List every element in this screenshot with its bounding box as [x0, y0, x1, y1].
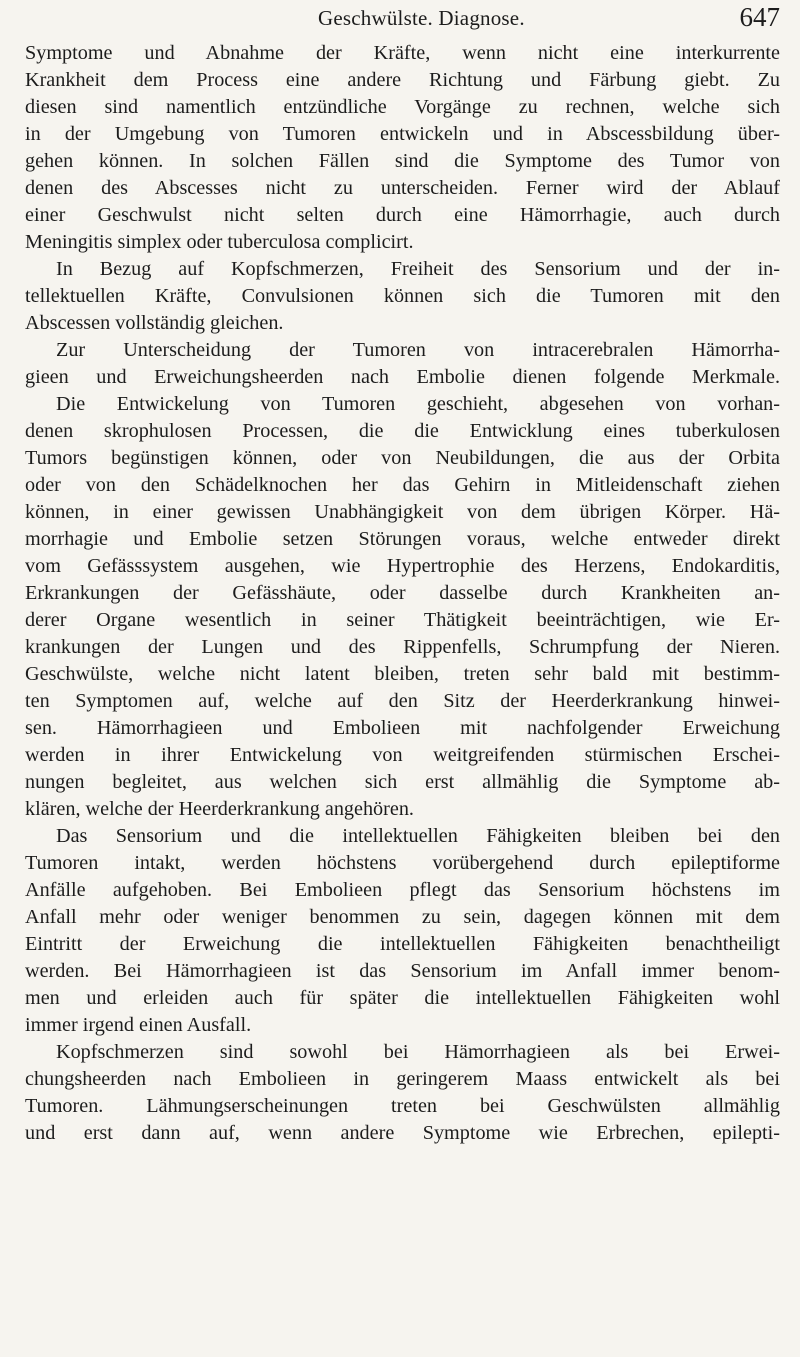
text-line: vom Gefässsystem ausgehen, wie Hypertrophie des Herzens, Endokarditis, [25, 555, 780, 577]
text-line: morrhagie und Embolie setzen Störungen voraus, welche entweder direkt [25, 528, 780, 550]
page-header [0, 2, 800, 36]
text-line: Erkrankungen der Gefässhäute, oder dasselbe durch Krankheiten an- [25, 582, 780, 604]
text-line: denen skrophulosen Processen, die die Entwicklung eines tuberkulosen [25, 420, 780, 442]
text-line: Krankheit dem Process eine andere Richtung und Färbung giebt. Zu [25, 69, 780, 91]
text-line: Kopfschmerzen sind sowohl bei Hämorrhagieen als bei Erwei- [56, 1041, 780, 1063]
text-line: oder von den Schädelknochen her das Gehirn in Mitleidenschaft ziehen [25, 474, 780, 496]
text-line: diesen sind namentlich entzündliche Vorgänge zu rechnen, welche sich [25, 96, 780, 118]
text-line: Die Entwickelung von Tumoren geschieht, abgesehen von vorhan- [56, 393, 780, 415]
text-line: gieen und Erweichungsheerden nach Embolie dienen folgende Merkmale. [25, 366, 780, 388]
text-line: sen. Hämorrhagieen und Embolieen mit nachfolgender Erweichung [25, 717, 780, 739]
text-line: immer irgend einen Ausfall. [25, 1014, 252, 1036]
text-line: und erst dann auf, wenn andere Symptome wie Erbrechen, epilepti- [25, 1122, 780, 1144]
text-line: men und erleiden auch für später die intellektuellen Fähigkeiten wohl [25, 987, 780, 1009]
text-line: Eintritt der Erweichung die intellektuellen Fähigkeiten benachtheiligt [25, 933, 780, 955]
text-line: Anfälle aufgehoben. Bei Embolieen pflegt das Sensorium höchstens im [25, 879, 780, 901]
text-line: werden in ihrer Entwickelung von weitgreifenden stürmischen Erschei- [25, 744, 780, 766]
text-line: Symptome und Abnahme der Kräfte, wenn nicht eine interkurrente [25, 42, 780, 64]
text-line: tellektuellen Kräfte, Convulsionen können sich die Tumoren mit den [25, 285, 780, 307]
text-line: Anfall mehr oder weniger benommen zu sein, dagegen können mit dem [25, 906, 780, 928]
text-line: Geschwülste, welche nicht latent bleiben, treten sehr bald mit bestimm- [25, 663, 780, 685]
running-title: Geschwülste. Diagnose. [318, 6, 525, 30]
text-line: derer Organe wesentlich in seiner Thätigkeit beeinträchtigen, wie Er- [25, 609, 780, 631]
text-line: krankungen der Lungen und des Rippenfells, Schrumpfung der Nieren. [25, 636, 780, 658]
text-line: Das Sensorium und die intellektuellen Fähigkeiten bleiben bei den [56, 825, 780, 847]
text-line: können, in einer gewissen Unabhängigkeit von dem übrigen Körper. Hä- [25, 501, 780, 523]
text-line: nungen begleitet, aus welchen sich erst allmählig die Symptome ab- [25, 771, 780, 793]
text-line: denen des Abscesses nicht zu unterscheiden. Ferner wird der Ablauf [25, 177, 780, 199]
text-line: gehen können. In solchen Fällen sind die Symptome des Tumor von [25, 150, 780, 172]
text-line: In Bezug auf Kopfschmerzen, Freiheit des Sensorium und der in- [56, 258, 780, 280]
text-line: Zur Unterscheidung der Tumoren von intracerebralen Hämorrha- [56, 339, 780, 361]
text-line: chungsheerden nach Embolieen in geringerem Maass entwickelt als bei [25, 1068, 780, 1090]
page-number: 647 [739, 2, 780, 32]
text-line: Tumors begünstigen können, oder von Neubildungen, die aus der Orbita [25, 447, 780, 469]
text-line: Tumoren intakt, werden höchstens vorübergehend durch epileptiforme [25, 852, 780, 874]
text-line: einer Geschwulst nicht selten durch eine Hämorrhagie, auch durch [25, 204, 780, 226]
text-line: Tumoren. Lähmungserscheinungen treten bei Geschwülsten allmählig [25, 1095, 780, 1117]
text-line: Abscessen vollständig gleichen. [25, 312, 284, 334]
text-line: werden. Bei Hämorrhagieen ist das Sensorium im Anfall immer benom- [25, 960, 780, 982]
text-line: Meningitis simplex oder tuberculosa complicirt. [25, 231, 414, 253]
text-line: in der Umgebung von Tumoren entwickeln und in Abscessbildung über- [25, 123, 780, 145]
text-line: klären, welche der Heerderkrankung angehören. [25, 798, 414, 820]
text-line: ten Symptomen auf, welche auf den Sitz der Heerderkrankung hinwei- [25, 690, 780, 712]
